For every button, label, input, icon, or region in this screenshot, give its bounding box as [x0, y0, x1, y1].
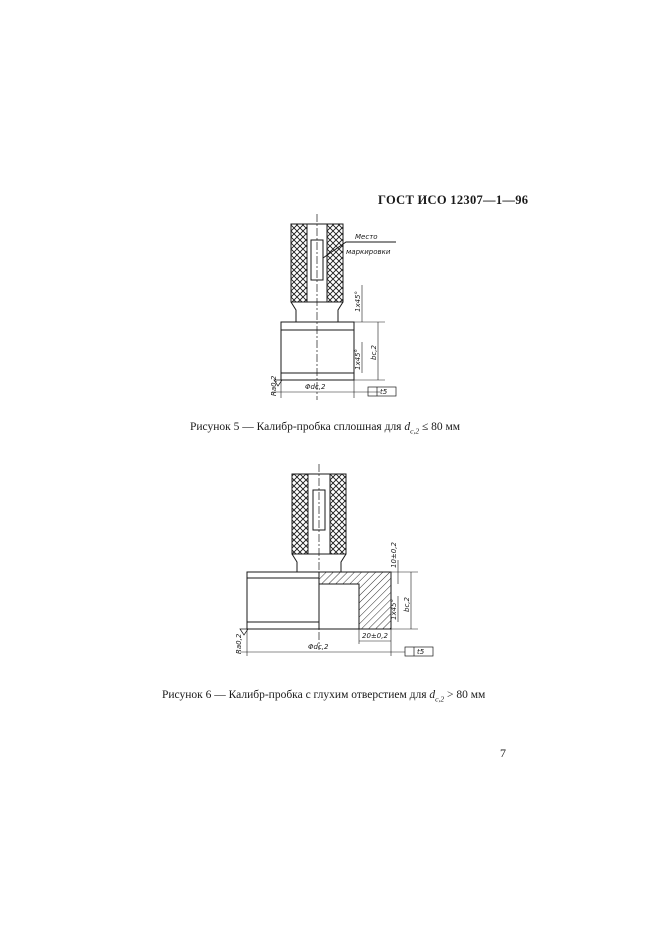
diameter-label: Φdc,2 — [305, 383, 326, 391]
height-label: bc,2 — [370, 345, 378, 360]
caption-text: Рисунок 5 — Калибр-пробка сплошная для — [190, 421, 405, 433]
figure-6-caption — [162, 689, 485, 703]
page-number: 7 — [500, 746, 506, 760]
wall-top-label: 10±0,2 — [390, 542, 398, 568]
chamfer-top-label: 1x45° — [354, 290, 362, 312]
caption-suffix: > 80 мм — [444, 689, 486, 701]
document-header: ГОСТ ИСО 12307—1—96 — [378, 193, 529, 207]
gauge-body — [281, 322, 354, 380]
tolerance-label-6: t5 — [417, 648, 425, 656]
roughness-label-6: Ra0,2 — [235, 633, 243, 654]
wall-bottom-label: 20±0,2 — [362, 632, 388, 640]
caption-subscript: c,2 — [410, 426, 420, 436]
roughness-label: Ra0,2 — [270, 375, 278, 396]
chamfer-mid-label: 1x45° — [354, 348, 362, 370]
caption-symbol: d — [404, 421, 411, 433]
caption-suffix: ≤ 80 мм — [419, 421, 461, 433]
height-label-6: bc,2 — [403, 597, 411, 612]
caption-subscript: c,2 — [435, 694, 445, 704]
marking-label-line1: Место — [355, 233, 378, 241]
tolerance-label: t5 — [380, 388, 388, 396]
diameter-label-6: Φdc,2 — [308, 643, 329, 651]
marking-label-line2: маркировки — [346, 248, 391, 256]
chamfer-label-6: 1x45° — [390, 598, 398, 620]
figure-6-drawing — [240, 464, 433, 656]
figure-5-caption — [190, 421, 460, 435]
caption-symbol: d — [429, 689, 436, 701]
caption-text: Рисунок 6 — Калибр-пробка с глухим отверстием для — [162, 689, 430, 701]
